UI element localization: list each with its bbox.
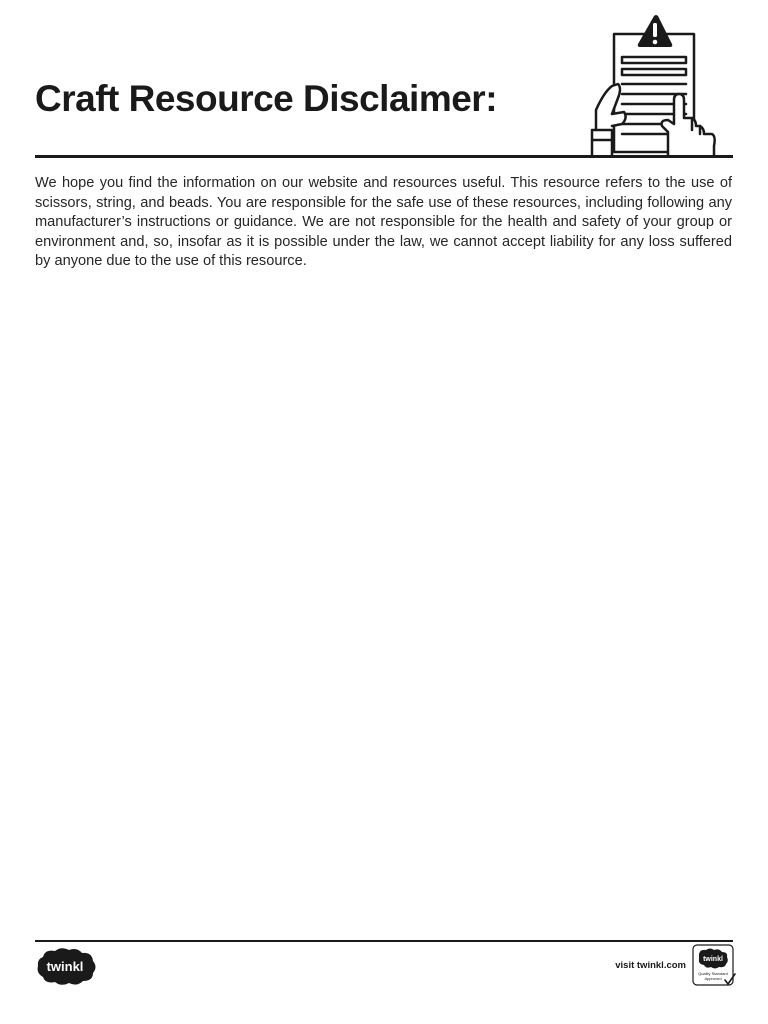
svg-text:twinkl: twinkl [703,956,723,963]
footer-divider [35,940,733,942]
quality-standard-badge [692,944,736,988]
disclaimer-text: We hope you find the information on our website and resources useful. This resource refers to the use of scissors, string, and beads. You are responsible for the safe use of these resources, including following any manufacturer’s instructions or guidance. We are not responsible for the health and safety of your group or environment and, so, insofar as it is possible under the law, we cannot accept liability for any loss suffered by anyone due to the use of this resource. [35,175,732,270]
svg-text:Approved: Approved [704,976,722,981]
footer-url[interactable]: visit twinkl.com [615,960,686,971]
twinkl-logo [35,947,97,987]
page-title: Craft Resource Disclaimer: [35,78,498,119]
svg-text:twinkl: twinkl [46,959,84,974]
svg-text:Quality Standard: Quality Standard [698,971,728,976]
warning-clipboard-icon [582,14,722,158]
header-divider [35,155,733,158]
